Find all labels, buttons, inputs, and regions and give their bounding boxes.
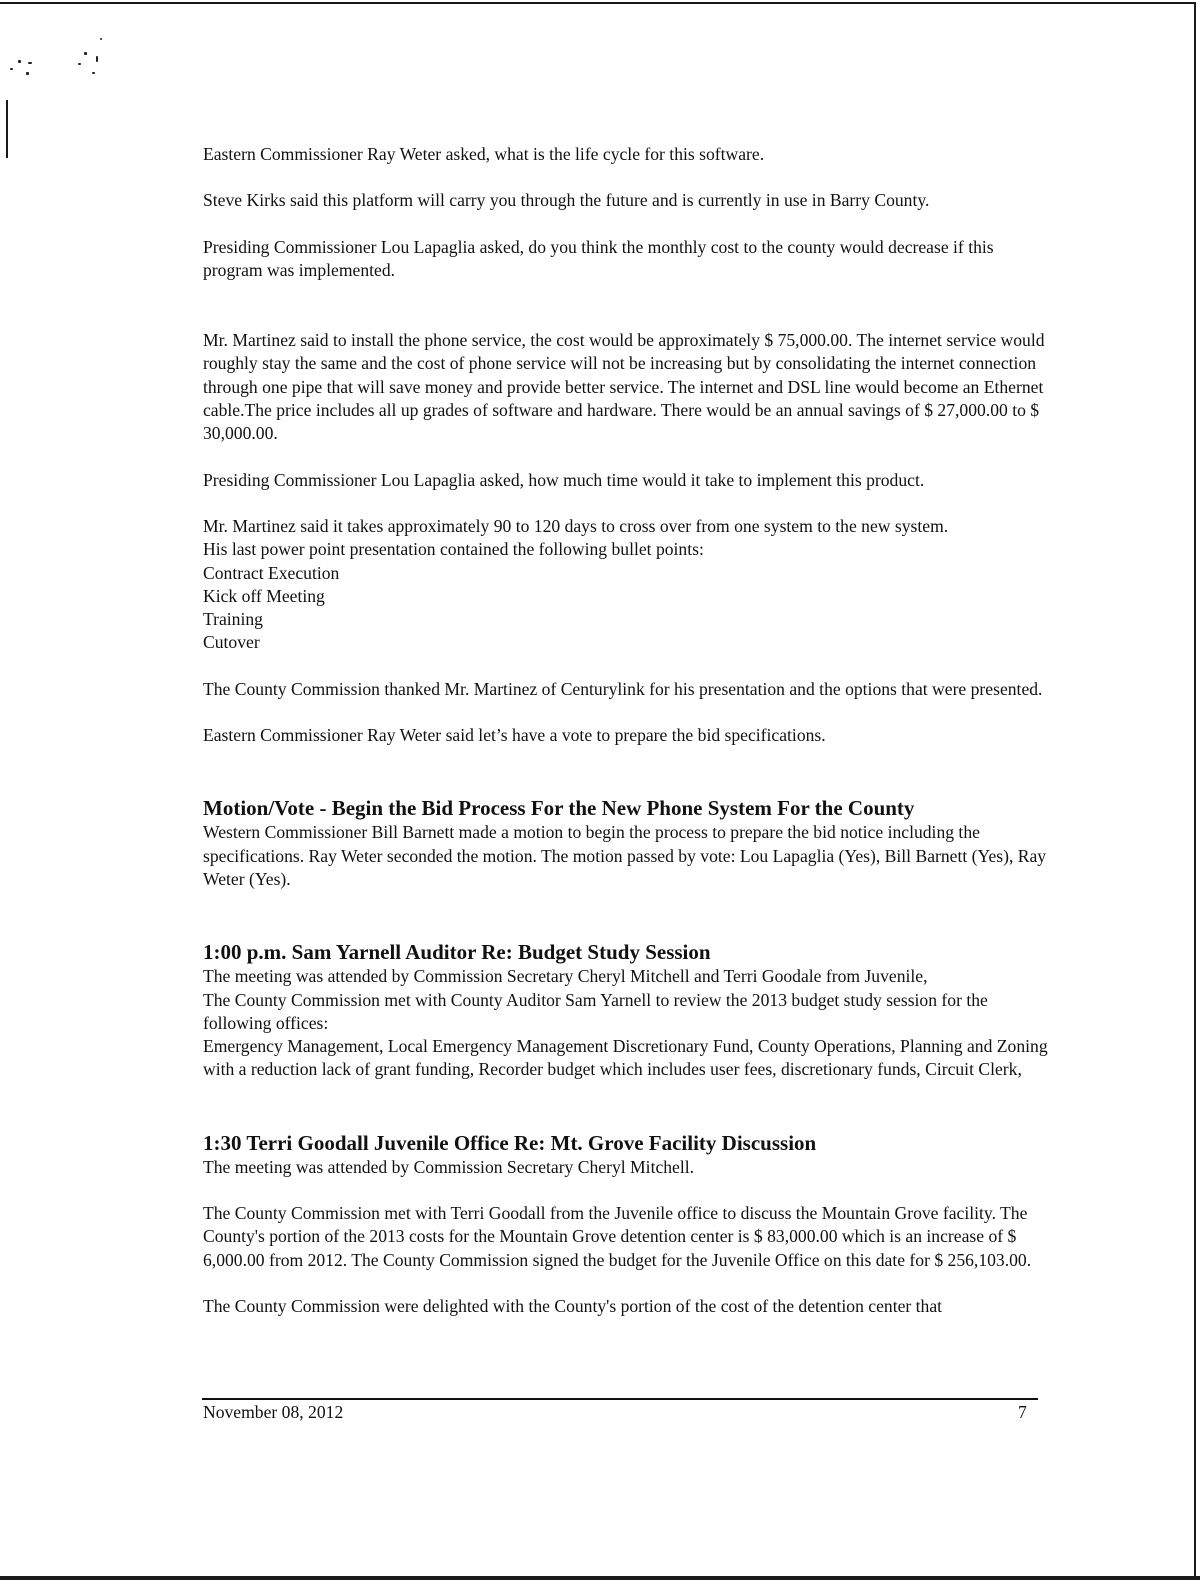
paragraph: The County Commission were delighted with the County's portion of the cost of the detention center that xyxy=(203,1295,943,1316)
paragraph: The County Commission met with Terri Goodall from the Juvenile office to discuss the Mountain Grove facility. The County's portion of the 2013 costs for the Mountain Grove detention center is $ 83,000.00 which is an increase of $ 6,000.00 from 2012. The County Commission signed the budget for the Juvenile Office on this date for $ 256,103.00. xyxy=(203,1203,1032,1270)
scan-margin-mark xyxy=(6,100,8,158)
scan-speck xyxy=(10,68,13,70)
paragraph: His last power point presentation contained the following bullet points: xyxy=(203,539,704,560)
scan-speck xyxy=(100,38,102,40)
bullet-list xyxy=(203,562,1053,655)
paragraph: Eastern Commissioner Ray Weter asked, what is the life cycle for this software. xyxy=(203,144,765,164)
scan-border-top xyxy=(0,2,1196,4)
paragraph: Eastern Commissioner Ray Weter said let’s have a vote to prepare the bid specifications. xyxy=(203,725,826,746)
bullet-item: Training xyxy=(203,609,263,630)
paragraph: Western Commissioner Bill Barnett made a motion to begin the process to prepare the bid notice including the specifications. Ray Weter seconded the motion. The motion passed by vote: Lou Lapaglia (Yes), Bill Barnett (Yes), Ray Weter (Yes). xyxy=(203,822,1047,889)
paragraph: Mr. Martinez said to install the phone service, the cost would be approximately $ 75,000.00. The internet service would roughly stay the same and the cost of phone service will not be increasing but by consolidating the internet connection through one pipe that will save money and provide better service. The internet and DSL line would become an Ethernet cable.The price includes all up grades of software and hardware. There would be an annual savings of $ 27,000.00 to $ 30,000.00. xyxy=(203,330,1045,444)
paragraph: Emergency Management, Local Emergency Management Discretionary Fund, County Operations, Planning and Zoning with a reduction lack of grant funding, Recorder budget which includes user fees, discretionary funds, Circuit Clerk, xyxy=(203,1036,1048,1080)
scan-speck xyxy=(78,63,81,65)
section-heading-motion: Motion/Vote - Begin the Bid Process For the New Phone System For the County xyxy=(203,796,915,821)
scan-speck xyxy=(26,72,29,75)
bullet-item: Kick off Meeting xyxy=(203,585,325,606)
paragraph: Presiding Commissioner Lou Lapaglia asked, how much time would it take to implement this product. xyxy=(203,469,925,490)
page-number: 7 xyxy=(1018,1402,1027,1422)
scan-border-right xyxy=(1194,2,1196,1578)
scan-border-bottom xyxy=(0,1576,1200,1580)
scan-speck xyxy=(92,72,95,74)
section-heading-juvenile: 1:30 Terri Goodall Juvenile Office Re: Mt. Grove Facility Discussion xyxy=(203,1130,817,1155)
scan-speck xyxy=(28,62,32,64)
scan-speck xyxy=(96,56,98,62)
paragraph: The County Commission met with County Auditor Sam Yarnell to review the 2013 budget study session for the following offices: xyxy=(203,989,988,1033)
scan-speck xyxy=(84,52,87,55)
paragraph: The meeting was attended by Commission Secretary Cheryl Mitchell. xyxy=(203,1156,695,1177)
paragraph: The meeting was attended by Commission Secretary Cheryl Mitchell and Terri Goodale from Juvenile, xyxy=(203,966,928,987)
paragraph: Presiding Commissioner Lou Lapaglia asked, do you think the monthly cost to the county would decrease if this program was implemented. xyxy=(203,236,994,280)
bullet-item: Contract Execution xyxy=(203,562,340,583)
document-body xyxy=(203,143,1053,1318)
footer-rule xyxy=(202,1398,1038,1400)
paragraph: Steve Kirks said this platform will carry you through the future and is currently in use in Barry County. xyxy=(203,190,930,211)
footer-date: November 08, 2012 xyxy=(203,1402,344,1422)
section-heading-budget: 1:00 p.m. Sam Yarnell Auditor Re: Budget Study Session xyxy=(203,940,711,965)
bullet-item: Cutover xyxy=(203,632,260,653)
paragraph: Mr. Martinez said it takes approximately 90 to 120 days to cross over from one system to the new system. xyxy=(203,515,949,536)
paragraph: The County Commission thanked Mr. Martinez of Centurylink for his presentation and the options that were presented. xyxy=(203,678,1043,699)
scan-speck xyxy=(18,60,21,63)
